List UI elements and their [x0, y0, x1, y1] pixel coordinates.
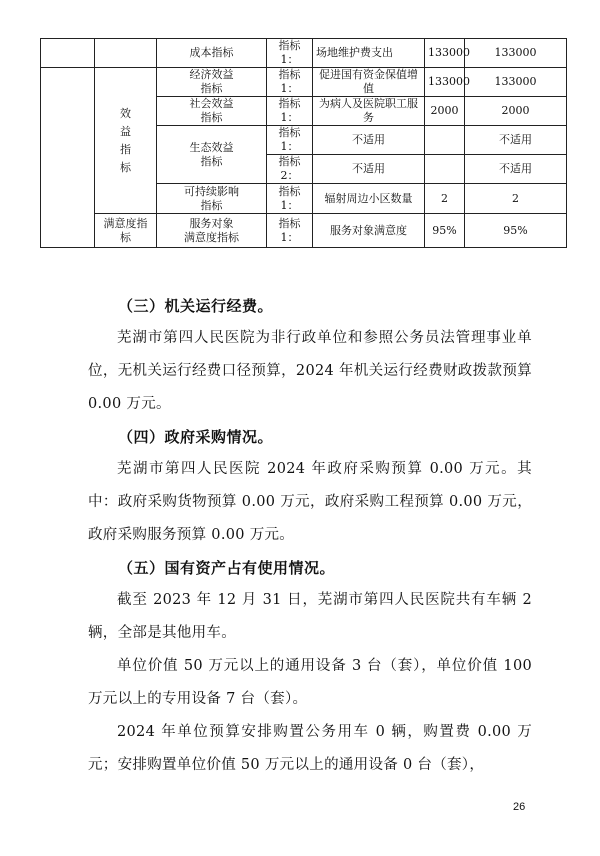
- page-number: 26: [513, 801, 526, 813]
- section-heading-procurement: （四）政府采购情况。: [118, 428, 274, 446]
- sub-indicator-cell: 服务对象 满意度指标: [157, 214, 267, 248]
- paragraph-purchase-plan: 2024 年单位预算安排购置公务用车 0 辆，购置费 0.00 万元；安排购置单位价值 50 万元以上的通用设备 0 台（套），: [88, 724, 532, 773]
- value-cell: 133000: [425, 39, 465, 68]
- sub-indicator-cell: 社会效益 指标: [157, 97, 267, 126]
- indicator-index-cell: 指标 1：: [267, 214, 313, 248]
- table-row: [41, 39, 567, 68]
- indicator-name-cell: 不适用: [313, 155, 425, 184]
- indicator-index-cell: 指标 1：: [267, 184, 313, 214]
- indicator-index-cell: 指标 1：: [267, 39, 313, 68]
- indicator-name-cell: 不适用: [313, 126, 425, 155]
- category-cell-benefit: 效 益 指 标: [95, 68, 157, 214]
- value-cell: 2000: [425, 97, 465, 126]
- section-heading-operating-funds: （三）机关运行经费。: [118, 297, 274, 315]
- blank-cell: [95, 39, 157, 68]
- target-cell: 不适用: [465, 126, 567, 155]
- value-cell: 133000: [425, 68, 465, 97]
- paragraph-equipment: 单位价值 50 万元以上的通用设备 3 台（套），单位价值 100 万元以上的专用设备 7 台（套）。: [88, 658, 532, 707]
- target-cell: 不适用: [465, 155, 567, 184]
- sub-indicator-cell: 可持续影响 指标: [157, 184, 267, 214]
- table-row: [41, 214, 567, 248]
- target-cell: 133000: [465, 39, 567, 68]
- category-cell-satisfaction: 满意度指 标: [95, 214, 157, 248]
- indicator-name-cell: 为病人及医院职工服务: [313, 97, 425, 126]
- sub-indicator-cell: 生态效益 指标: [157, 126, 267, 184]
- section-heading-state-assets: （五）国有资产占有使用情况。: [118, 559, 336, 577]
- blank-cell: [41, 68, 95, 248]
- value-cell: [425, 155, 465, 184]
- indicator-index-cell: 指标 1：: [267, 126, 313, 155]
- document-body: [88, 290, 532, 782]
- indicator-name-cell: 辐射周边小区数量: [313, 184, 425, 214]
- value-cell: 95%: [425, 214, 465, 248]
- value-cell: [425, 126, 465, 155]
- sub-indicator-cell: 经济效益 指标: [157, 68, 267, 97]
- paragraph-operating-funds: 芜湖市第四人民医院为非行政单位和参照公务员法管理事业单位，无机关运行经费口径预算，2024 年机关运行经费财政拨款预算 0.00 万元。: [88, 330, 532, 412]
- target-cell: 2000: [465, 97, 567, 126]
- indicator-name-cell: 场地维护费支出: [313, 39, 425, 68]
- target-cell: 133000: [465, 68, 567, 97]
- table-row: [41, 68, 567, 97]
- target-cell: 95%: [465, 214, 567, 248]
- indicator-index-cell: 指标 1：: [267, 97, 313, 126]
- target-cell: 2: [465, 184, 567, 214]
- indicator-index-cell: 指标 2：: [267, 155, 313, 184]
- indicator-index-cell: 指标 1：: [267, 68, 313, 97]
- blank-cell: [41, 39, 95, 68]
- paragraph-vehicles: 截至 2023 年 12 月 31 日，芜湖市第四人民医院共有车辆 2 辆，全部是其他用车。: [88, 592, 532, 641]
- value-cell: 2: [425, 184, 465, 214]
- indicator-name-cell: 服务对象满意度: [313, 214, 425, 248]
- performance-indicator-table: [40, 38, 567, 248]
- indicator-name-cell: 促进国有资金保值增值: [313, 68, 425, 97]
- paragraph-procurement: 芜湖市第四人民医院 2024 年政府采购预算 0.00 万元。其中：政府采购货物预算 0.00 万元，政府采购工程预算 0.00 万元，政府采购服务预算 0.00 万元。: [88, 461, 532, 543]
- sub-indicator-cell: 成本指标: [157, 39, 267, 68]
